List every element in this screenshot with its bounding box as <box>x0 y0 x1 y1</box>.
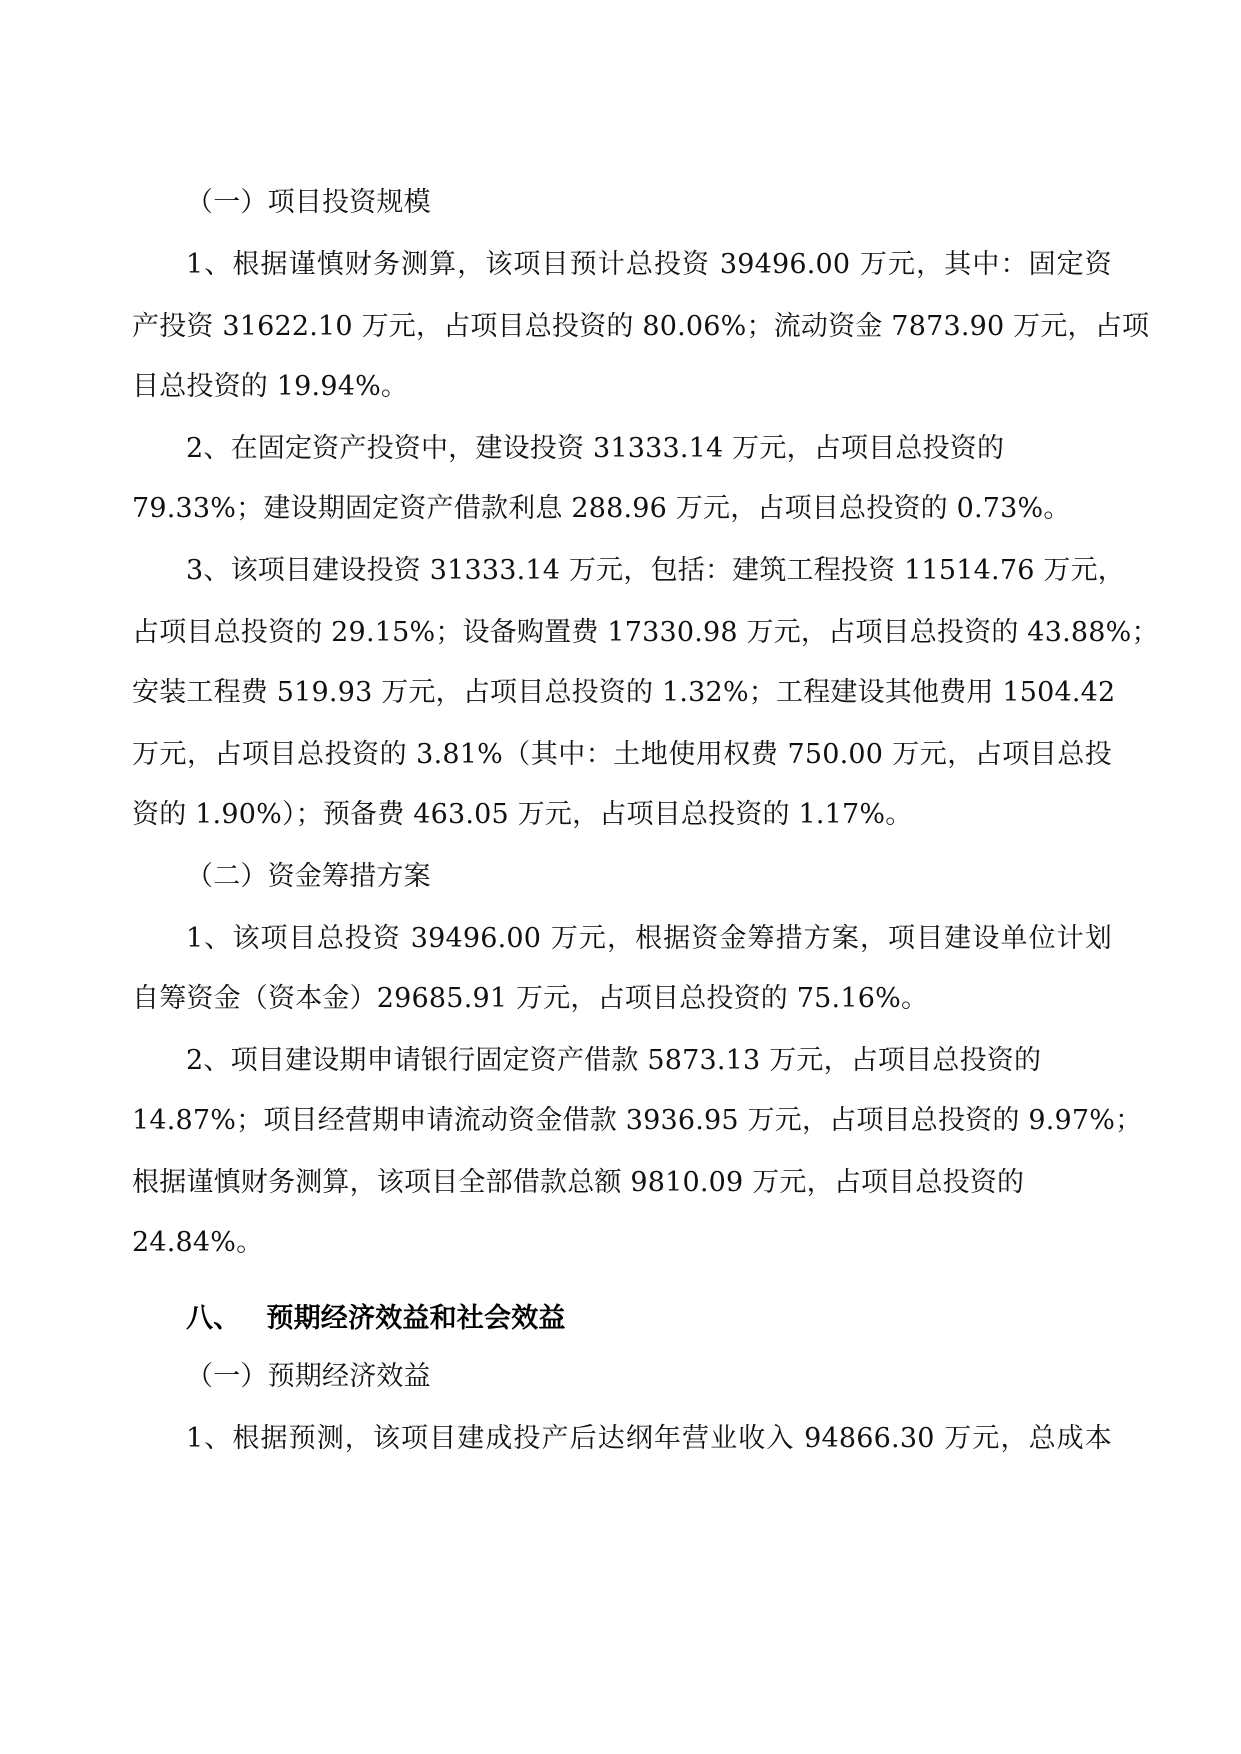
chapter-title: 预期经济效益和社会效益 <box>266 1303 566 1334</box>
paragraph-line: 根据谨慎财务测算，该项目全部借款总额 9810.09 万元，占项目总投资的 <box>132 1167 1025 1198</box>
paragraph-line: 79.33%；建设期固定资产借款利息 288.96 万元，占项目总投资的 0.73%。 <box>132 493 1071 524</box>
paragraph-line: 2、在固定资产投资中，建设投资 31333.14 万元，占项目总投资的 <box>186 433 1005 464</box>
chapter-number: 八、 <box>186 1303 241 1334</box>
paragraph-line: 2、项目建设期申请银行固定资产借款 5873.13 万元，占项目总投资的 <box>186 1045 1042 1076</box>
paragraph-line: 1、根据谨慎财务测算，该项目预计总投资 39496.00 万元，其中：固定资 <box>186 249 1112 280</box>
paragraph-line: 占项目总投资的 29.15%；设备购置费 17330.98 万元，占项目总投资的 43.88%； <box>132 617 1159 648</box>
paragraph-line: 产投资 31622.10 万元，占项目总投资的 80.06%；流动资金 7873.90 万元，占项 <box>132 311 1150 342</box>
paragraph-line: 目总投资的 19.94%。 <box>132 371 409 402</box>
paragraph-line: 24.84%。 <box>132 1227 264 1258</box>
paragraph-line: 1、根据预测，该项目建成投产后达纲年营业收入 94866.30 万元，总成本 <box>186 1423 1112 1454</box>
paragraph-line: 安装工程费 519.93 万元，占项目总投资的 1.32%；工程建设其他费用 1504.42 <box>132 677 1116 708</box>
section-heading-funding-plan: （二）资金筹措方案 <box>186 861 431 892</box>
paragraph-line: 3、该项目建设投资 31333.14 万元，包括：建筑工程投资 11514.76 万元， <box>186 555 1125 586</box>
chapter-heading <box>186 1301 566 1337</box>
section-heading-economic-benefits: （一）预期经济效益 <box>186 1361 431 1392</box>
paragraph-line: 14.87%；项目经营期申请流动资金借款 3936.95 万元，占项目总投资的 9.97%； <box>132 1105 1143 1136</box>
paragraph-line: 万元，占项目总投资的 3.81%（其中：土地使用权费 750.00 万元，占项目总投 <box>132 739 1112 770</box>
paragraph-line: 自筹资金（资本金）29685.91 万元，占项目总投资的 75.16%。 <box>132 983 929 1014</box>
paragraph-line: 1、该项目总投资 39496.00 万元，根据资金筹措方案，项目建设单位计划 <box>186 923 1112 954</box>
section-heading-investment-scale: （一）项目投资规模 <box>186 187 431 218</box>
paragraph-line: 资的 1.90%）；预备费 463.05 万元，占项目总投资的 1.17%。 <box>132 799 913 830</box>
